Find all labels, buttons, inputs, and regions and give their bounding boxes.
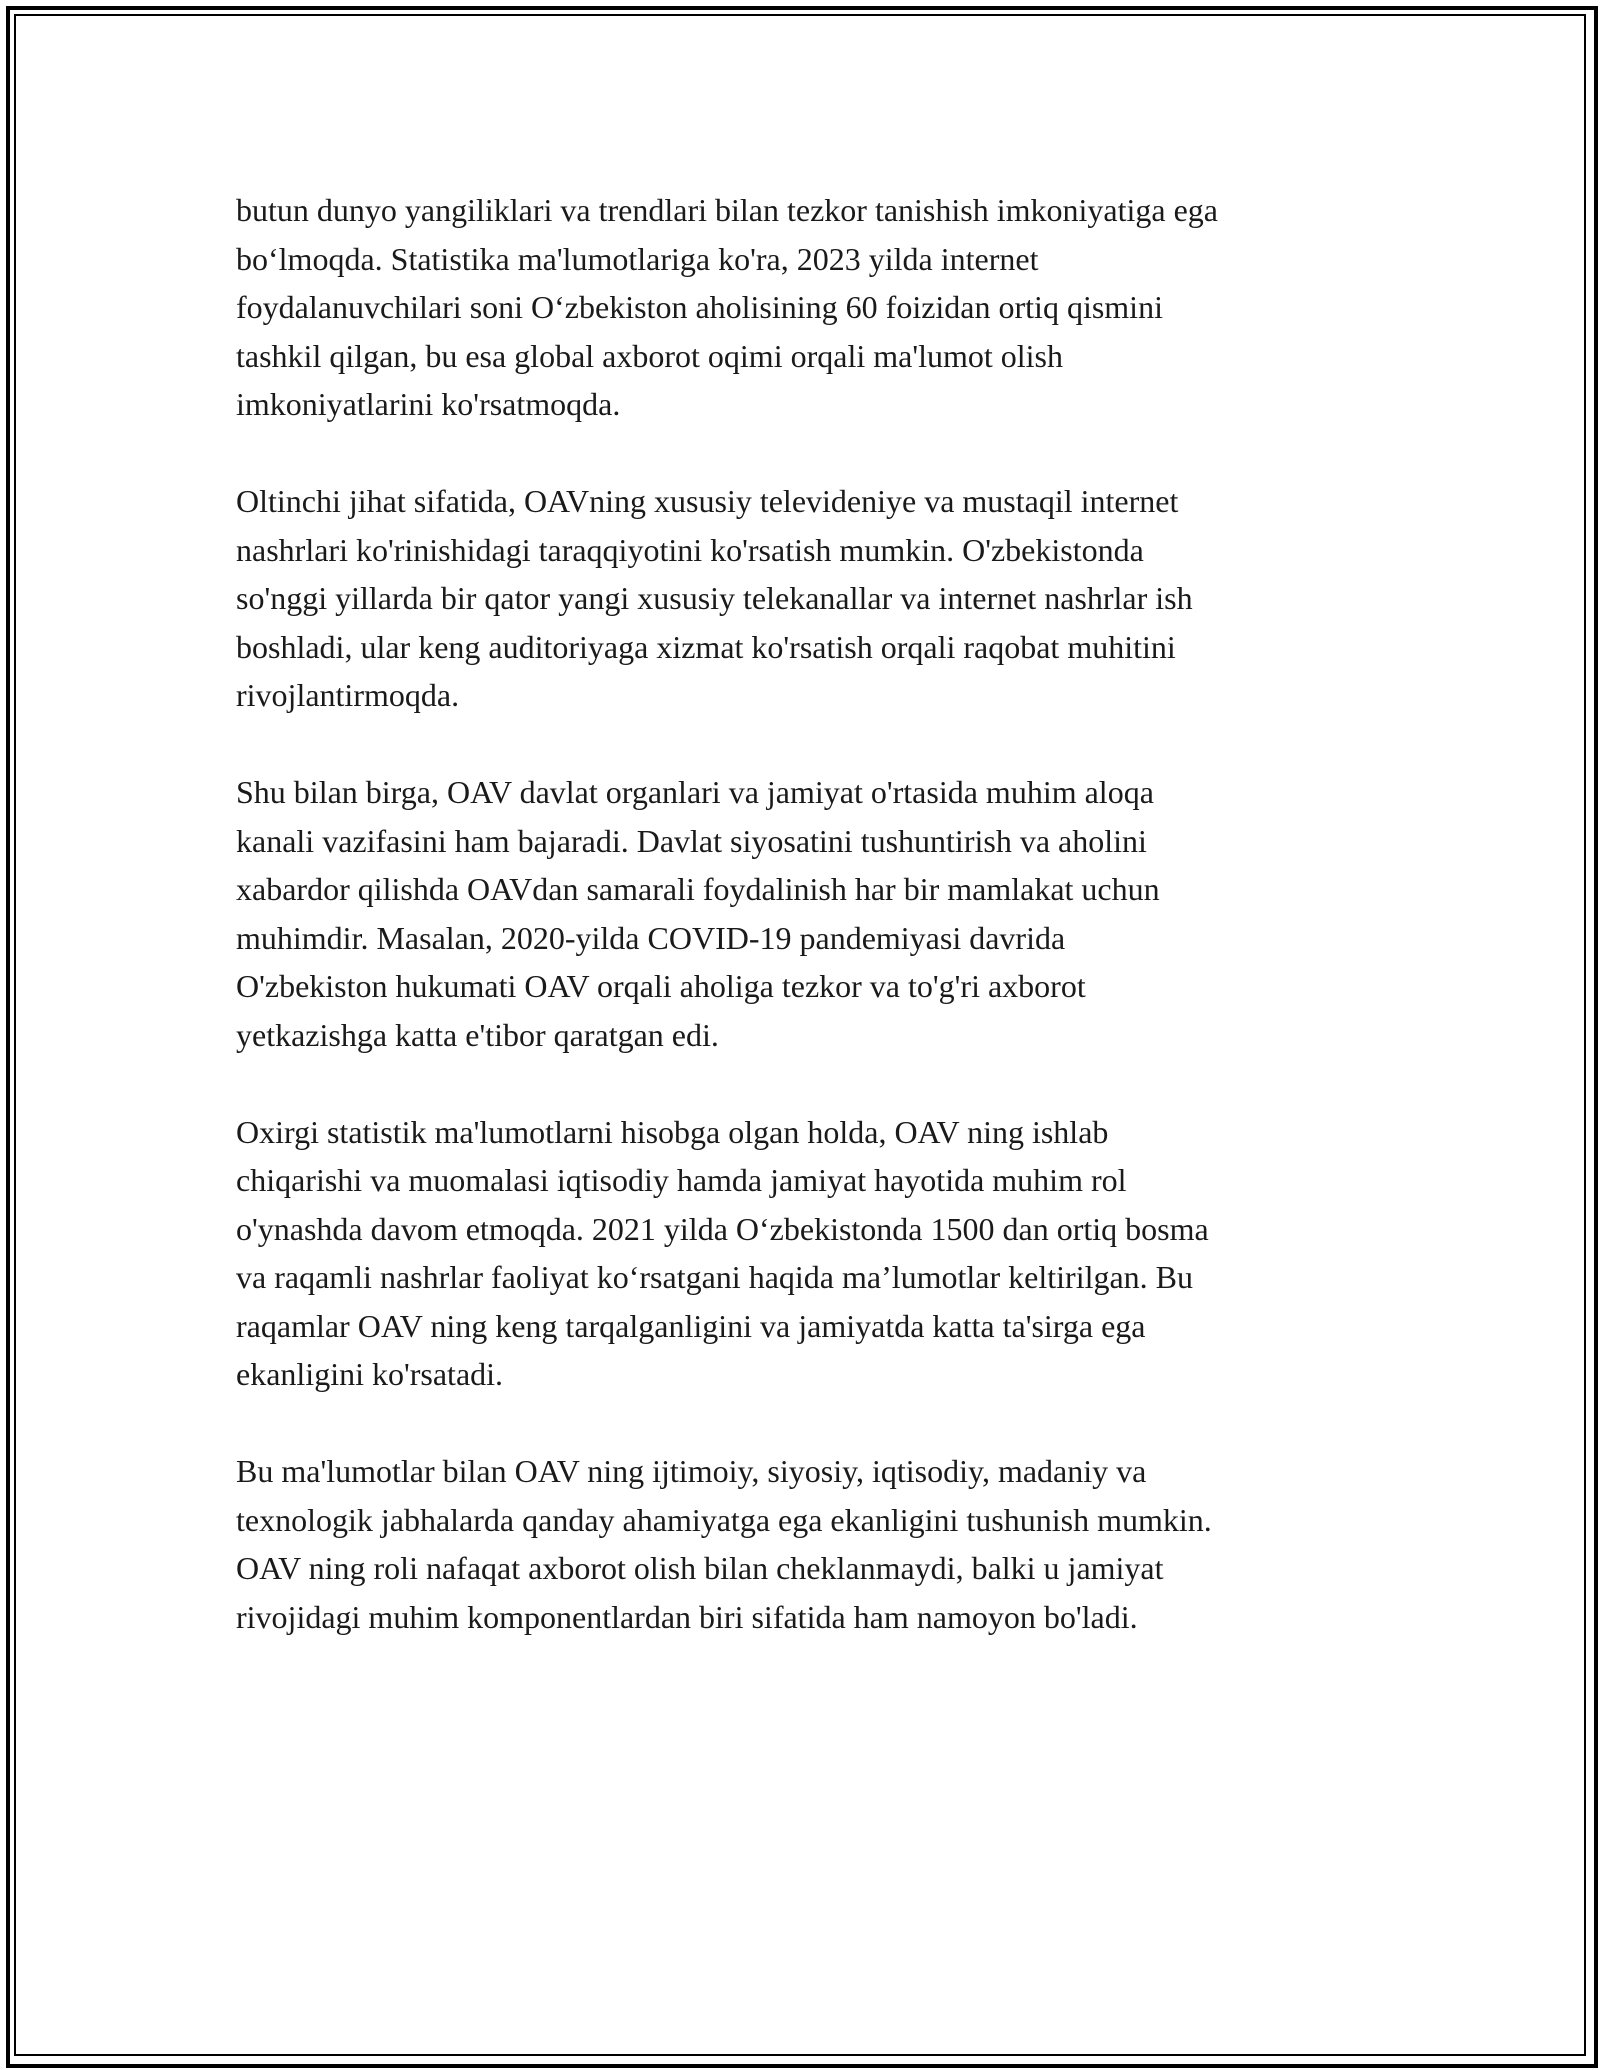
text-line: so'nggi yillarda bir qator yangi xususiy telekanallar va internet nashrlar ish [236,580,1193,616]
paragraph [236,186,1376,429]
text-line: va raqamli nashrlar faoliyat ko‘rsatgani haqida ma’lumotlar keltirilgan. Bu [236,1259,1194,1295]
text-line: boshladi, ular keng auditoriyaga xizmat ko'rsatish orqali raqobat muhitini [236,628,1176,665]
text-line: Bu ma'lumotlar bilan OAV ning ijtimoiy, siyosiy, iqtisodiy, madaniy va [236,1453,1147,1489]
text-line: muhimdir. Masalan, 2020-yilda COVID-19 pandemiyasi davrida [236,919,1066,956]
text-line: Oltinchi jihat sifatida, OAVning xususiy televideniye va mustaqil internet [236,483,1179,519]
text-line: yetkazishga katta e'tibor qaratgan edi. [236,1016,719,1053]
text-line: O'zbekiston hukumati OAV orqali aholiga tezkor va to'g'ri axborot [236,968,1086,1004]
text-line: chiqarishi va muomalasi iqtisodiy hamda jamiyat hayotida muhim rol [236,1162,1127,1198]
text-line: kanali vazifasini ham bajaradi. Davlat siyosatini tushuntirish va aholini [236,822,1147,859]
text-line: Shu bilan birga, OAV davlat organlari va jamiyat o'rtasida muhim aloqa [236,774,1154,810]
paragraph [236,1447,1376,1641]
text-line: rivojlantirmoqda. [236,677,460,713]
text-line: ekanligini ko'rsatadi. [236,1356,504,1392]
text-line: foydalanuvchilari soni O‘zbekiston aholisining 60 foizidan ortiq qismini [236,289,1163,325]
text-line: Oxirgi statistik ma'lumotlarni hisobga olgan holda, OAV ning ishlab [236,1113,1109,1150]
text-line: OAV ning roli nafaqat axborot olish bilan cheklanmaydi, balki u jamiyat [236,1550,1164,1586]
paragraph [236,477,1376,720]
text-line: bo‘lmoqda. Statistika ma'lumotlariga ko'ra, 2023 yilda internet [236,240,1039,277]
text-line: imkoniyatlarini ko'rsatmoqda. [236,386,621,422]
text-line: o'ynashda davom etmoqda. 2021 yilda O‘zbekistonda 1500 dan ortiq bosma [236,1210,1209,1247]
text-line: tashkil qilgan, bu esa global axborot oqimi orqali ma'lumot olish [236,337,1063,374]
paragraph [236,1108,1376,1399]
document-body [236,186,1376,1690]
text-line: rivojidagi muhim komponentlardan biri sifatida ham namoyon bo'ladi. [236,1598,1138,1635]
text-line: nashrlari ko'rinishidagi taraqqiyotini ko'rsatish mumkin. O'zbekistonda [236,531,1144,568]
text-line: texnologik jabhalarda qanday ahamiyatga ega ekanligini tushunish mumkin. [236,1501,1212,1538]
paragraph [236,768,1376,1059]
text-line: raqamlar OAV ning keng tarqalganligini va jamiyatda katta ta'sirga ega [236,1307,1146,1344]
text-line: xabardor qilishda OAVdan samarali foydalinish har bir mamlakat uchun [236,871,1160,907]
text-line: butun dunyo yangiliklari va trendlari bilan tezkor tanishish imkoniyatiga ega [236,192,1218,228]
